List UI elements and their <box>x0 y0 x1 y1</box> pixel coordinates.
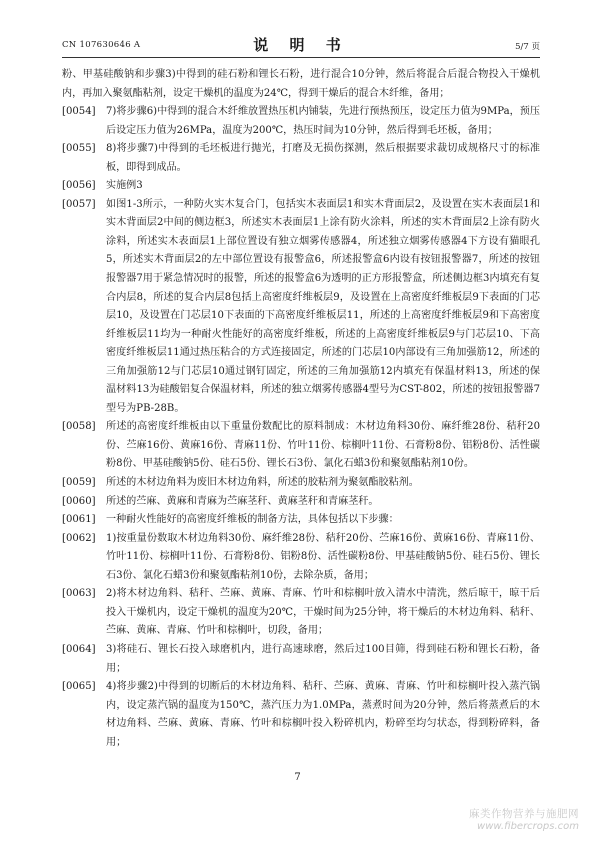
paragraph <box>62 530 540 586</box>
page-number: 7 <box>294 772 301 783</box>
paragraph <box>62 474 540 493</box>
paragraph-number: [0062] <box>62 532 96 544</box>
watermark-site-name: 麻类作物营养与施肥网 <box>469 808 579 820</box>
paragraph-text: 所述的苎麻、黄麻和青麻为苎麻茎秆、黄麻茎秆和青麻茎秆。 <box>106 495 379 507</box>
paragraph <box>62 678 540 752</box>
paragraph <box>62 511 540 530</box>
watermark-url: www.fibercrops.com <box>477 821 579 832</box>
paragraph-text: 3)将硅石、锂长石投入球磨机内，进行高速球磨，然后过100目筛，得到硅石粉和锂长石粉，备用； <box>106 643 540 674</box>
paragraph-text: 2)将木材边角料、秸秆、苎麻、黄麻、青麻、竹叶和棕榈叶放入清水中清洗，然后晾干，晾干后投入干燥机内，设定干燥机的温度为20℃，干燥时间为25分钟，将干燥后的木材边角料、秸秆、苎麻、黄麻、青麻、竹叶和棕榈叶，切段，备用； <box>106 588 540 637</box>
watermark <box>469 806 579 832</box>
paragraph <box>62 493 540 512</box>
patent-number: CN 107630646 A <box>62 40 141 50</box>
continuation-text: 粉、甲基硅酸钠和步骤3)中得到的硅石粉和锂长石粉，进行混合10分钟，然后将混合后混合物投入干燥机内，再加入聚氨酯粘剂，设定干燥机的温度为24℃，得到干燥后的混合木纤维，备用； <box>62 69 540 99</box>
paragraph-text: 一种耐火性能好的高密度纤维板的制备方法，具体包括以下步骤： <box>106 514 399 526</box>
paragraph <box>62 177 540 196</box>
paragraph-number: [0058] <box>62 421 96 433</box>
paragraph-text: 1)按重量份数取木材边角料30份、麻纤维28份、秸秆20份、苎麻16份、黄麻16份、青麻11份、竹叶11份、棕榈叶11份、石膏粉8份、铝粉8份、活性碳粉8份、甲基硅酸钠5份、硅石5份、锂长石3份、氯化石蜡3份和聚氨酯粘剂10份，去除杂质，备用； <box>106 532 540 581</box>
paragraph-text: 8)将步骤7)中得到的毛坯板进行抛光，打磨及无损伤探测，然后根据要求裁切成规格尺寸的标准板，即得到成品。 <box>106 143 540 173</box>
paragraph-number: [0061] <box>62 514 96 526</box>
paragraph-number: [0063] <box>62 588 96 600</box>
paragraph-text: 所述的高密度纤维板由以下重量份数配比的原料制成：木材边角料30份、麻纤维28份、秸秆20份、苎麻16份、黄麻16份、青麻11份、竹叶11份、棕榈叶11份、石膏粉8份、铝粉8份、活性碳粉8份、甲基硅酸钠5份、硅石5份、锂长石3份、氯化石蜡3份和聚氨酯粘剂10份。 <box>106 421 540 470</box>
paragraph-text: 所述的木材边角料为废旧木材边角料，所述的胶粘剂为聚氨酯胶粘剂。 <box>106 477 419 489</box>
paragraph-text: 如图1-3所示，一种防火实木复合门，包括实木表面层1和实木背面层2，及设置在实木表面层1和实木背面层2中间的侧边框3，所述实木表面层1上涂有防火涂料，所述的实木背面层2上涂有防火涂料，所述实木表面层1上部位置设有独立烟雾传感器4，所述独立烟雾传感器4下方设有猫眼孔5，所述实木背面层2的左中部位置设有报警盒6，所述报警盒6内设有按钮报警器7，所述的按钮报警器7用于紧急情况时的报警，所述的报警盒6为透明的正方形报警盒，所述侧边框3内填充有复合内层8，所述的复合内层8包括上高密度纤维板层9，及设置在上高密度纤维板层9下表面的门芯层10，及设置在门芯层10下表面的下高密度纤维板层11，所述的上高密度纤维板层9和下高密度纤维板层11均为一种耐火性能好的高密度纤维板，所述的上高密度纤维板层9与门芯层10、下高密度纤维板层11通过热压粘合的方式连接固定，所述的门芯层10内部设有三角加强筋12，所述的三角加强筋12与门芯层10通过钢钉固定，所述的三角加强筋12内填充有保温材料13，所述的保温材料13为硅酸铝复合保温材料，所述的独立烟雾传感器4型号为CST-802，所述的按钮报警器7型号为PB-28B。 <box>106 198 540 414</box>
paragraph <box>62 641 540 678</box>
paragraph <box>62 103 540 140</box>
paragraph-number: [0054] <box>62 106 96 118</box>
paragraph-number: [0057] <box>62 198 96 210</box>
page-header <box>62 34 540 56</box>
paragraph-number: [0059] <box>62 477 96 489</box>
document-title: 说 明 书 <box>253 36 349 54</box>
paragraph <box>62 196 540 419</box>
paragraph-number: [0056] <box>62 180 96 192</box>
page-indicator: 5/7 页 <box>515 42 540 52</box>
paragraph <box>62 585 540 641</box>
paragraph-text: 实施例3 <box>106 180 143 192</box>
paragraph-number: [0060] <box>62 495 96 507</box>
document-body <box>62 66 540 752</box>
paragraph-number: [0065] <box>62 681 96 693</box>
paragraph-text: 4)将步骤2)中得到的切断后的木材边角料、秸秆、苎麻、黄麻、青麻、竹叶和棕榈叶投入蒸汽锅内，设定蒸汽锅的温度为150℃，蒸汽压力为1.0MPa，蒸煮时间为20分钟，然后将蒸煮后的木材边角料、苎麻、黄麻、青麻、竹叶和棕榈叶投入粉碎机内，粉碎至均匀状态，得到粉碎料，备用； <box>106 681 540 748</box>
paragraph-list <box>62 103 540 752</box>
paragraph-number: [0064] <box>62 643 96 655</box>
paragraph-number: [0055] <box>62 143 96 155</box>
paragraph <box>62 140 540 177</box>
paragraph <box>62 418 540 474</box>
paragraph-text: 7)将步骤6)中得到的混合木纤维放置热压机内铺装，先进行预热预压，设定压力值为9MPa，预压后设定压力值为26MPa，温度为200℃，热压时间为10分钟，然后得到毛坯板，备用； <box>106 106 540 136</box>
header-rule <box>62 57 540 58</box>
